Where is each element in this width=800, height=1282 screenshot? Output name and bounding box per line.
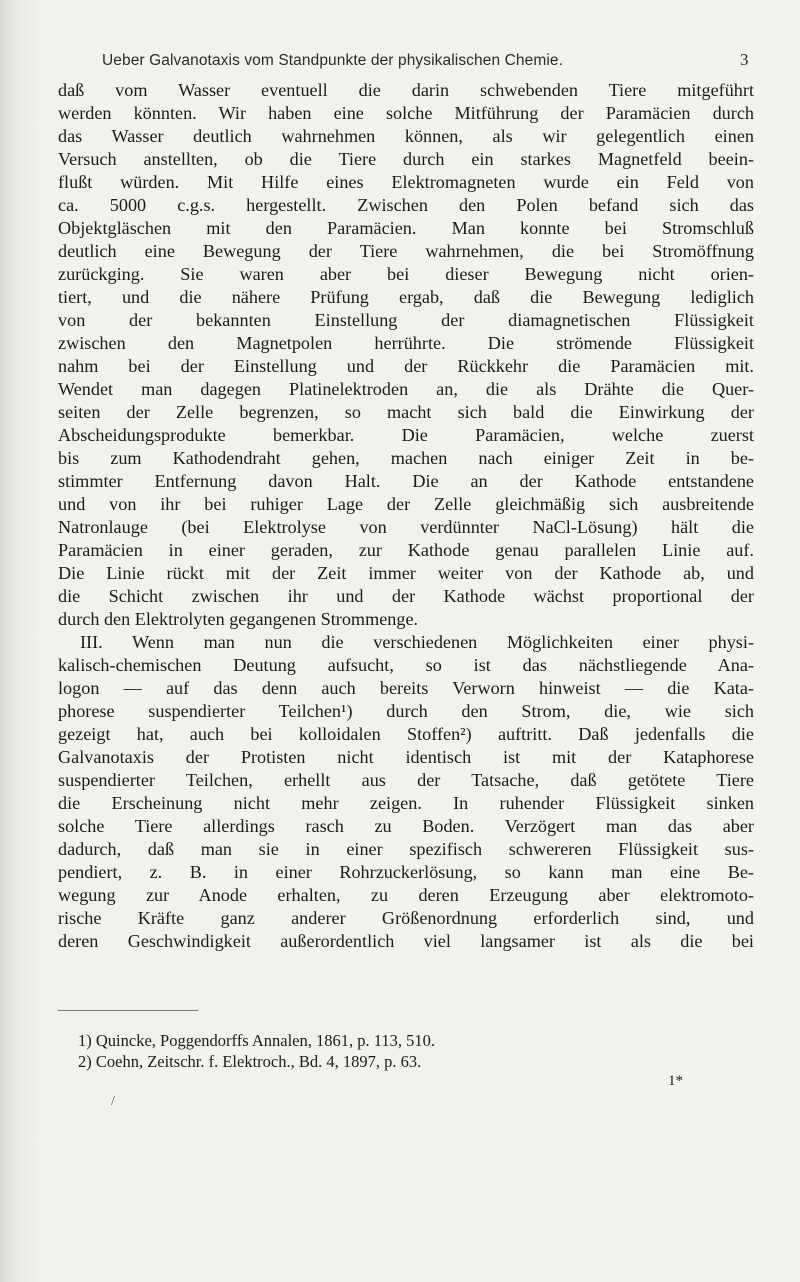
footnotes — [78, 1030, 738, 1072]
text-line: Galvanotaxis der Protisten nicht identisch ist mit der Kataphorese — [58, 747, 754, 767]
text-line: gezeigt hat, auch bei kolloidalen Stoffen²) auftritt. Daß jedenfalls die — [58, 724, 754, 744]
text-line: nahm bei der Einstellung und der Rückkehr die Paramäcien mit. — [58, 356, 754, 376]
text-line: Die Linie rückt mit der Zeit immer weiter von der Kathode ab, und — [58, 563, 754, 583]
footnote: 2) Coehn, Zeitschr. f. Elektroch., Bd. 4, 1897, p. 63. — [78, 1052, 422, 1071]
text-line: phorese suspendierter Teilchen¹) durch den Strom, die, wie sich — [58, 701, 754, 721]
text-line: dadurch, daß man sie in einer spezifisch schwereren Flüssigkeit sus- — [58, 839, 754, 859]
text-line: deren Geschwindigkeit außerordentlich viel langsamer ist als die bei — [58, 931, 754, 951]
text-line: die Erscheinung nicht mehr zeigen. In ruhender Flüssigkeit sinken — [58, 793, 754, 813]
text-line: zurückging. Sie waren aber bei dieser Bewegung nicht orien- — [58, 264, 754, 284]
text-line: logon — auf das denn auch bereits Verworn hinweist — die Kata- — [58, 678, 754, 698]
text-line: wegung zur Anode erhalten, zu deren Erzeugung aber elektromoto- — [58, 885, 754, 905]
text-line: rische Kräfte ganz anderer Größenordnung erforderlich sind, und — [58, 908, 754, 928]
text-line: von der bekannten Einstellung der diamagnetischen Flüssigkeit — [58, 310, 754, 330]
page-number: 3 — [740, 50, 749, 69]
text-line: werden könnten. Wir haben eine solche Mitführung der Paramäcien durch — [58, 103, 754, 123]
text-line: III. Wenn man nun die verschiedenen Möglichkeiten einer physi- — [80, 632, 754, 652]
text-line: Objektgläschen mit den Paramäcien. Man konnte bei Stromschluß — [58, 218, 754, 238]
text-line: und von ihr bei ruhiger Lage der Zelle gleichmäßig sich ausbreitende — [58, 494, 754, 514]
footnote-rule — [58, 1010, 198, 1011]
text-line: solche Tiere allerdings rasch zu Boden. Verzögert man das aber — [58, 816, 754, 836]
text-line: bis zum Kathodendraht gehen, machen nach einiger Zeit in be- — [58, 448, 754, 468]
text-line: Abscheidungsprodukte bemerkbar. Die Paramäcien, welche zuerst — [58, 425, 754, 445]
running-head: Ueber Galvanotaxis vom Standpunkte der physikalischen Chemie. — [102, 52, 564, 69]
text-line: tiert, und die nähere Prüfung ergab, daß die Bewegung lediglich — [58, 287, 754, 307]
text-line: durch den Elektrolyten gegangenen Strommenge. — [58, 609, 419, 629]
text-line: Wendet man dagegen Platinelektroden an, die als Drähte die Quer- — [58, 379, 754, 399]
text-line: stimmter Entfernung davon Halt. Die an der Kathode entstandene — [58, 471, 754, 491]
stray-mark: / — [111, 1094, 115, 1109]
text-line: zwischen den Magnetpolen herrührte. Die strömende Flüssigkeit — [58, 333, 754, 353]
footnote: 1) Quincke, Poggendorffs Annalen, 1861, p. 113, 510. — [78, 1031, 435, 1050]
text-line: das Wasser deutlich wahrnehmen können, als wir gelegentlich einen — [58, 126, 754, 146]
text-line: flußt würden. Mit Hilfe eines Elektromagneten wurde ein Feld von — [58, 172, 754, 192]
text-line: ca. 5000 c.g.s. hergestellt. Zwischen den Polen befand sich das — [58, 195, 754, 215]
text-line: deutlich eine Bewegung der Tiere wahrnehmen, die bei Stromöffnung — [58, 241, 754, 261]
text-line: seiten der Zelle begrenzen, so macht sich bald die Einwirkung der — [58, 402, 754, 422]
text-line: Paramäcien in einer geraden, zur Kathode genau parallelen Linie auf. — [58, 540, 754, 560]
text-line: suspendierter Teilchen, erhellt aus der Tatsache, daß getötete Tiere — [58, 770, 754, 790]
body-text — [58, 79, 754, 953]
text-line: Natronlauge (bei Elektrolyse von verdünnter NaCl-Lösung) hält die — [58, 517, 754, 537]
text-line: kalisch-chemischen Deutung aufsucht, so ist das nächstliegende Ana- — [58, 655, 754, 675]
text-line: pendiert, z. B. in einer Rohrzuckerlösung, so kann man eine Be- — [58, 862, 754, 882]
text-line: die Schicht zwischen ihr und der Kathode wächst proportional der — [58, 586, 754, 606]
signature-mark: 1* — [668, 1073, 683, 1089]
text-line: daß vom Wasser eventuell die darin schwebenden Tiere mitgeführt — [58, 80, 754, 100]
text-line: Versuch anstellten, ob die Tiere durch ein starkes Magnetfeld beein- — [58, 149, 754, 169]
